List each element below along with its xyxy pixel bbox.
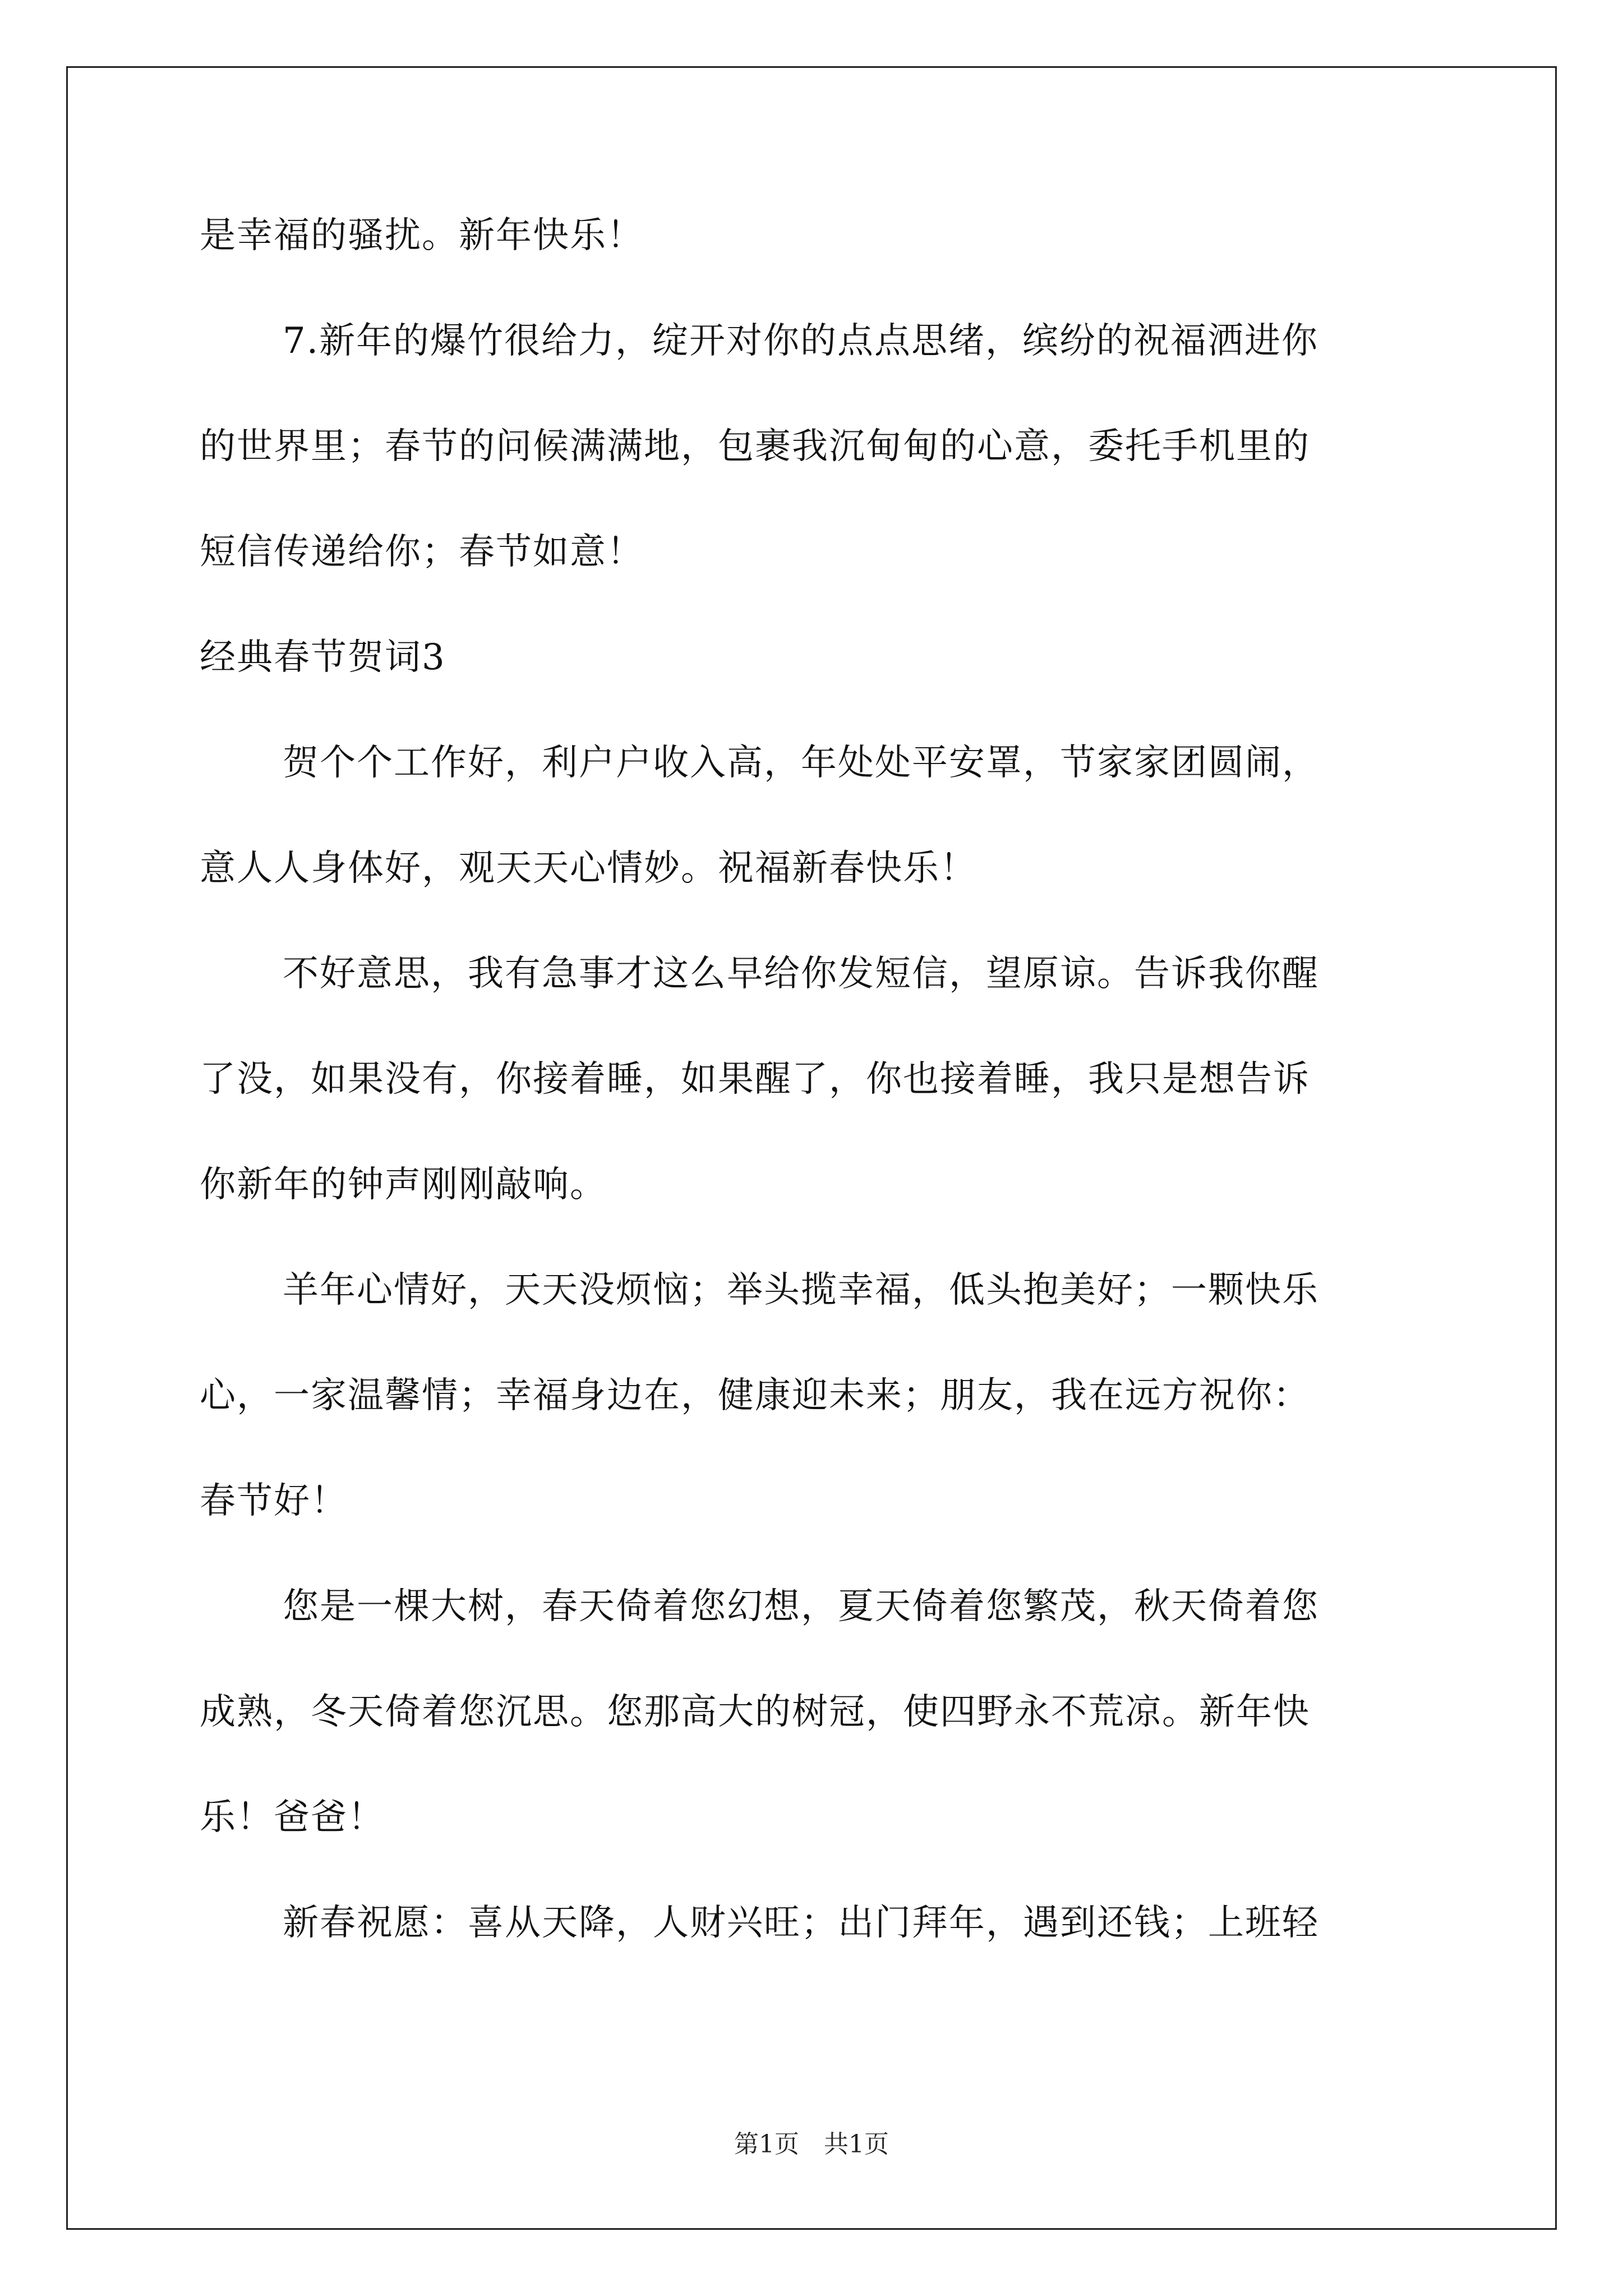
page-number-footer: 第1页 共1页 <box>734 2130 889 2159</box>
text-line: 你新年的钟声刚刚敲响。 <box>200 1164 607 1205</box>
text-line: 乐！爸爸！ <box>200 1797 385 1838</box>
section-heading: 经典春节贺词3 <box>200 637 446 678</box>
text-line: 了没，如果没有，你接着睡，如果醒了，你也接着睡，我只是想告诉 <box>200 1059 1310 1100</box>
text-line: 您是一棵大树，春天倚着您幻想，夏天倚着您繁茂，秋天倚着您 <box>283 1586 1319 1627</box>
text-line: 意人人身体好，观天天心情妙。祝福新春快乐！ <box>200 848 977 889</box>
text-line: 贺个个工作好，利户户收入高，年处处平安罩，节家家团圆闹， <box>283 742 1319 784</box>
text-line: 成熟，冬天倚着您沉思。您那高大的树冠，使四野永不荒凉。新年快 <box>200 1691 1310 1733</box>
text-line: 短信传递给你；春节如意！ <box>200 531 644 573</box>
text-line: 不好意思，我有急事才这么早给你发短信，望原谅。告诉我你醒 <box>283 953 1319 995</box>
text-line: 春节好！ <box>200 1480 348 1522</box>
text-line: 7.新年的爆竹很给力，绽开对你的点点思绪，缤纷的祝福洒进你 <box>283 320 1319 362</box>
text-line: 新春祝愿：喜从天降，人财兴旺；出门拜年，遇到还钱；上班轻 <box>283 1902 1319 1944</box>
text-line: 是幸福的骚扰。新年快乐！ <box>200 215 644 256</box>
text-line: 羊年心情好，天天没烦恼；举头揽幸福，低头抱美好；一颗快乐 <box>283 1269 1319 1311</box>
text-line: 心，一家温馨情；幸福身边在，健康迎未来；朋友，我在远方祝你： <box>200 1375 1310 1416</box>
text-line: 的世界里；春节的问候满满地，包裹我沉甸甸的心意，委托手机里的 <box>200 426 1310 467</box>
